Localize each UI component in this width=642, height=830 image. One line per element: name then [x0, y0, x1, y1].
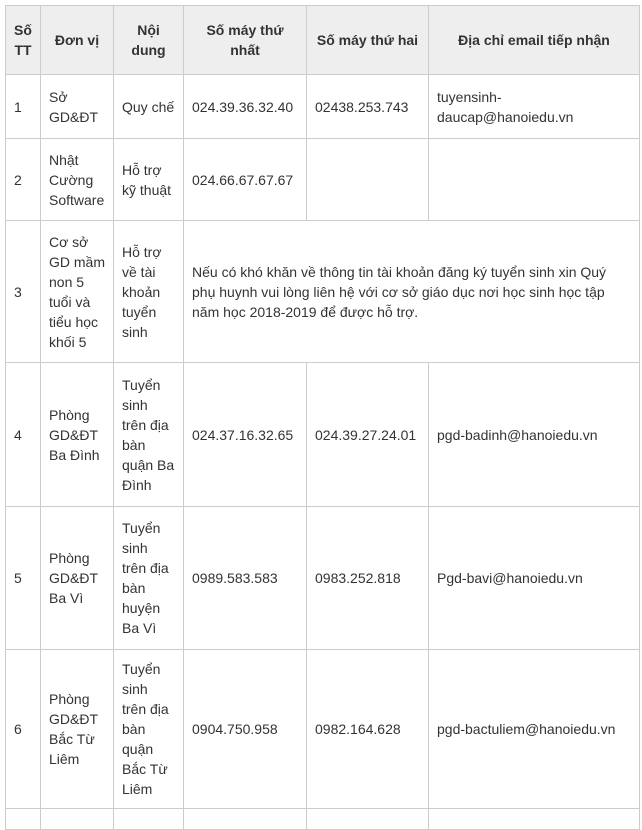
cell-unit: Phòng GD&ĐT Ba Vì [41, 507, 114, 650]
cell-phone2: 0983.252.818 [307, 507, 429, 650]
cell-phone2 [307, 139, 429, 221]
cell-empty [41, 809, 114, 830]
cell-content: Quy chế [114, 75, 184, 139]
cell-empty [184, 809, 307, 830]
cell-empty [114, 809, 184, 830]
cell-email: pgd-badinh@hanoiedu.vn [429, 363, 640, 507]
cell-empty [429, 809, 640, 830]
cell-unit: Nhật Cường Software [41, 139, 114, 221]
cell-email: pgd-bactuliem@hanoiedu.vn [429, 650, 640, 809]
cell-empty [307, 809, 429, 830]
cell-phone1: 024.66.67.67.67 [184, 139, 307, 221]
cell-stt: 4 [6, 363, 41, 507]
contact-table [5, 5, 640, 830]
cell-content: Tuyển sinh trên địa bàn quận Ba Đình [114, 363, 184, 507]
cell-content: Hỗ trợ kỹ thuật [114, 139, 184, 221]
cell-unit: Phòng GD&ĐT Bắc Từ Liêm [41, 650, 114, 809]
table-header-row [6, 6, 640, 75]
cell-phone1: 024.39.36.32.40 [184, 75, 307, 139]
table-row-partial [6, 809, 640, 830]
cell-content: Hỗ trợ về tài khoản tuyển sinh [114, 221, 184, 363]
cell-email: Pgd-bavi@hanoiedu.vn [429, 507, 640, 650]
cell-stt: 6 [6, 650, 41, 809]
header-stt: Số TT [6, 6, 41, 75]
cell-unit: Cơ sở GD mầm non 5 tuổi và tiểu học khối 5 [41, 221, 114, 363]
header-content: Nội dung [114, 6, 184, 75]
cell-phone1: 0904.750.958 [184, 650, 307, 809]
cell-stt: 1 [6, 75, 41, 139]
table-row [6, 363, 640, 507]
support-notice: Nếu có khó khăn về thông tin tài khoản đăng ký tuyển sinh xin Quý phụ huynh vui lòng liên hệ với cơ sở giáo dục nơi học sinh học tập năm học 2018-2019 để được hỗ trợ. [184, 221, 640, 363]
cell-stt: 3 [6, 221, 41, 363]
table-row [6, 650, 640, 809]
table-row [6, 139, 640, 221]
cell-empty [6, 809, 41, 830]
header-phone1: Số máy thứ nhất [184, 6, 307, 75]
cell-stt: 2 [6, 139, 41, 221]
header-phone2: Số máy thứ hai [307, 6, 429, 75]
cell-phone2: 02438.253.743 [307, 75, 429, 139]
header-email: Địa chỉ email tiếp nhận [429, 6, 640, 75]
cell-phone1: 0989.583.583 [184, 507, 307, 650]
cell-unit: Sở GD&ĐT [41, 75, 114, 139]
cell-unit: Phòng GD&ĐT Ba Đình [41, 363, 114, 507]
cell-phone2: 024.39.27.24.01 [307, 363, 429, 507]
header-unit: Đơn vị [41, 6, 114, 75]
table-row [6, 75, 640, 139]
cell-phone2: 0982.164.628 [307, 650, 429, 809]
cell-email: tuyensinh-daucap@hanoiedu.vn [429, 75, 640, 139]
cell-stt: 5 [6, 507, 41, 650]
cell-content: Tuyển sinh trên địa bàn quận Bắc Từ Liêm [114, 650, 184, 809]
cell-phone1: 024.37.16.32.65 [184, 363, 307, 507]
cell-email [429, 139, 640, 221]
cell-content: Tuyển sinh trên địa bàn huyện Ba Vì [114, 507, 184, 650]
table-row [6, 507, 640, 650]
table-row [6, 221, 640, 363]
